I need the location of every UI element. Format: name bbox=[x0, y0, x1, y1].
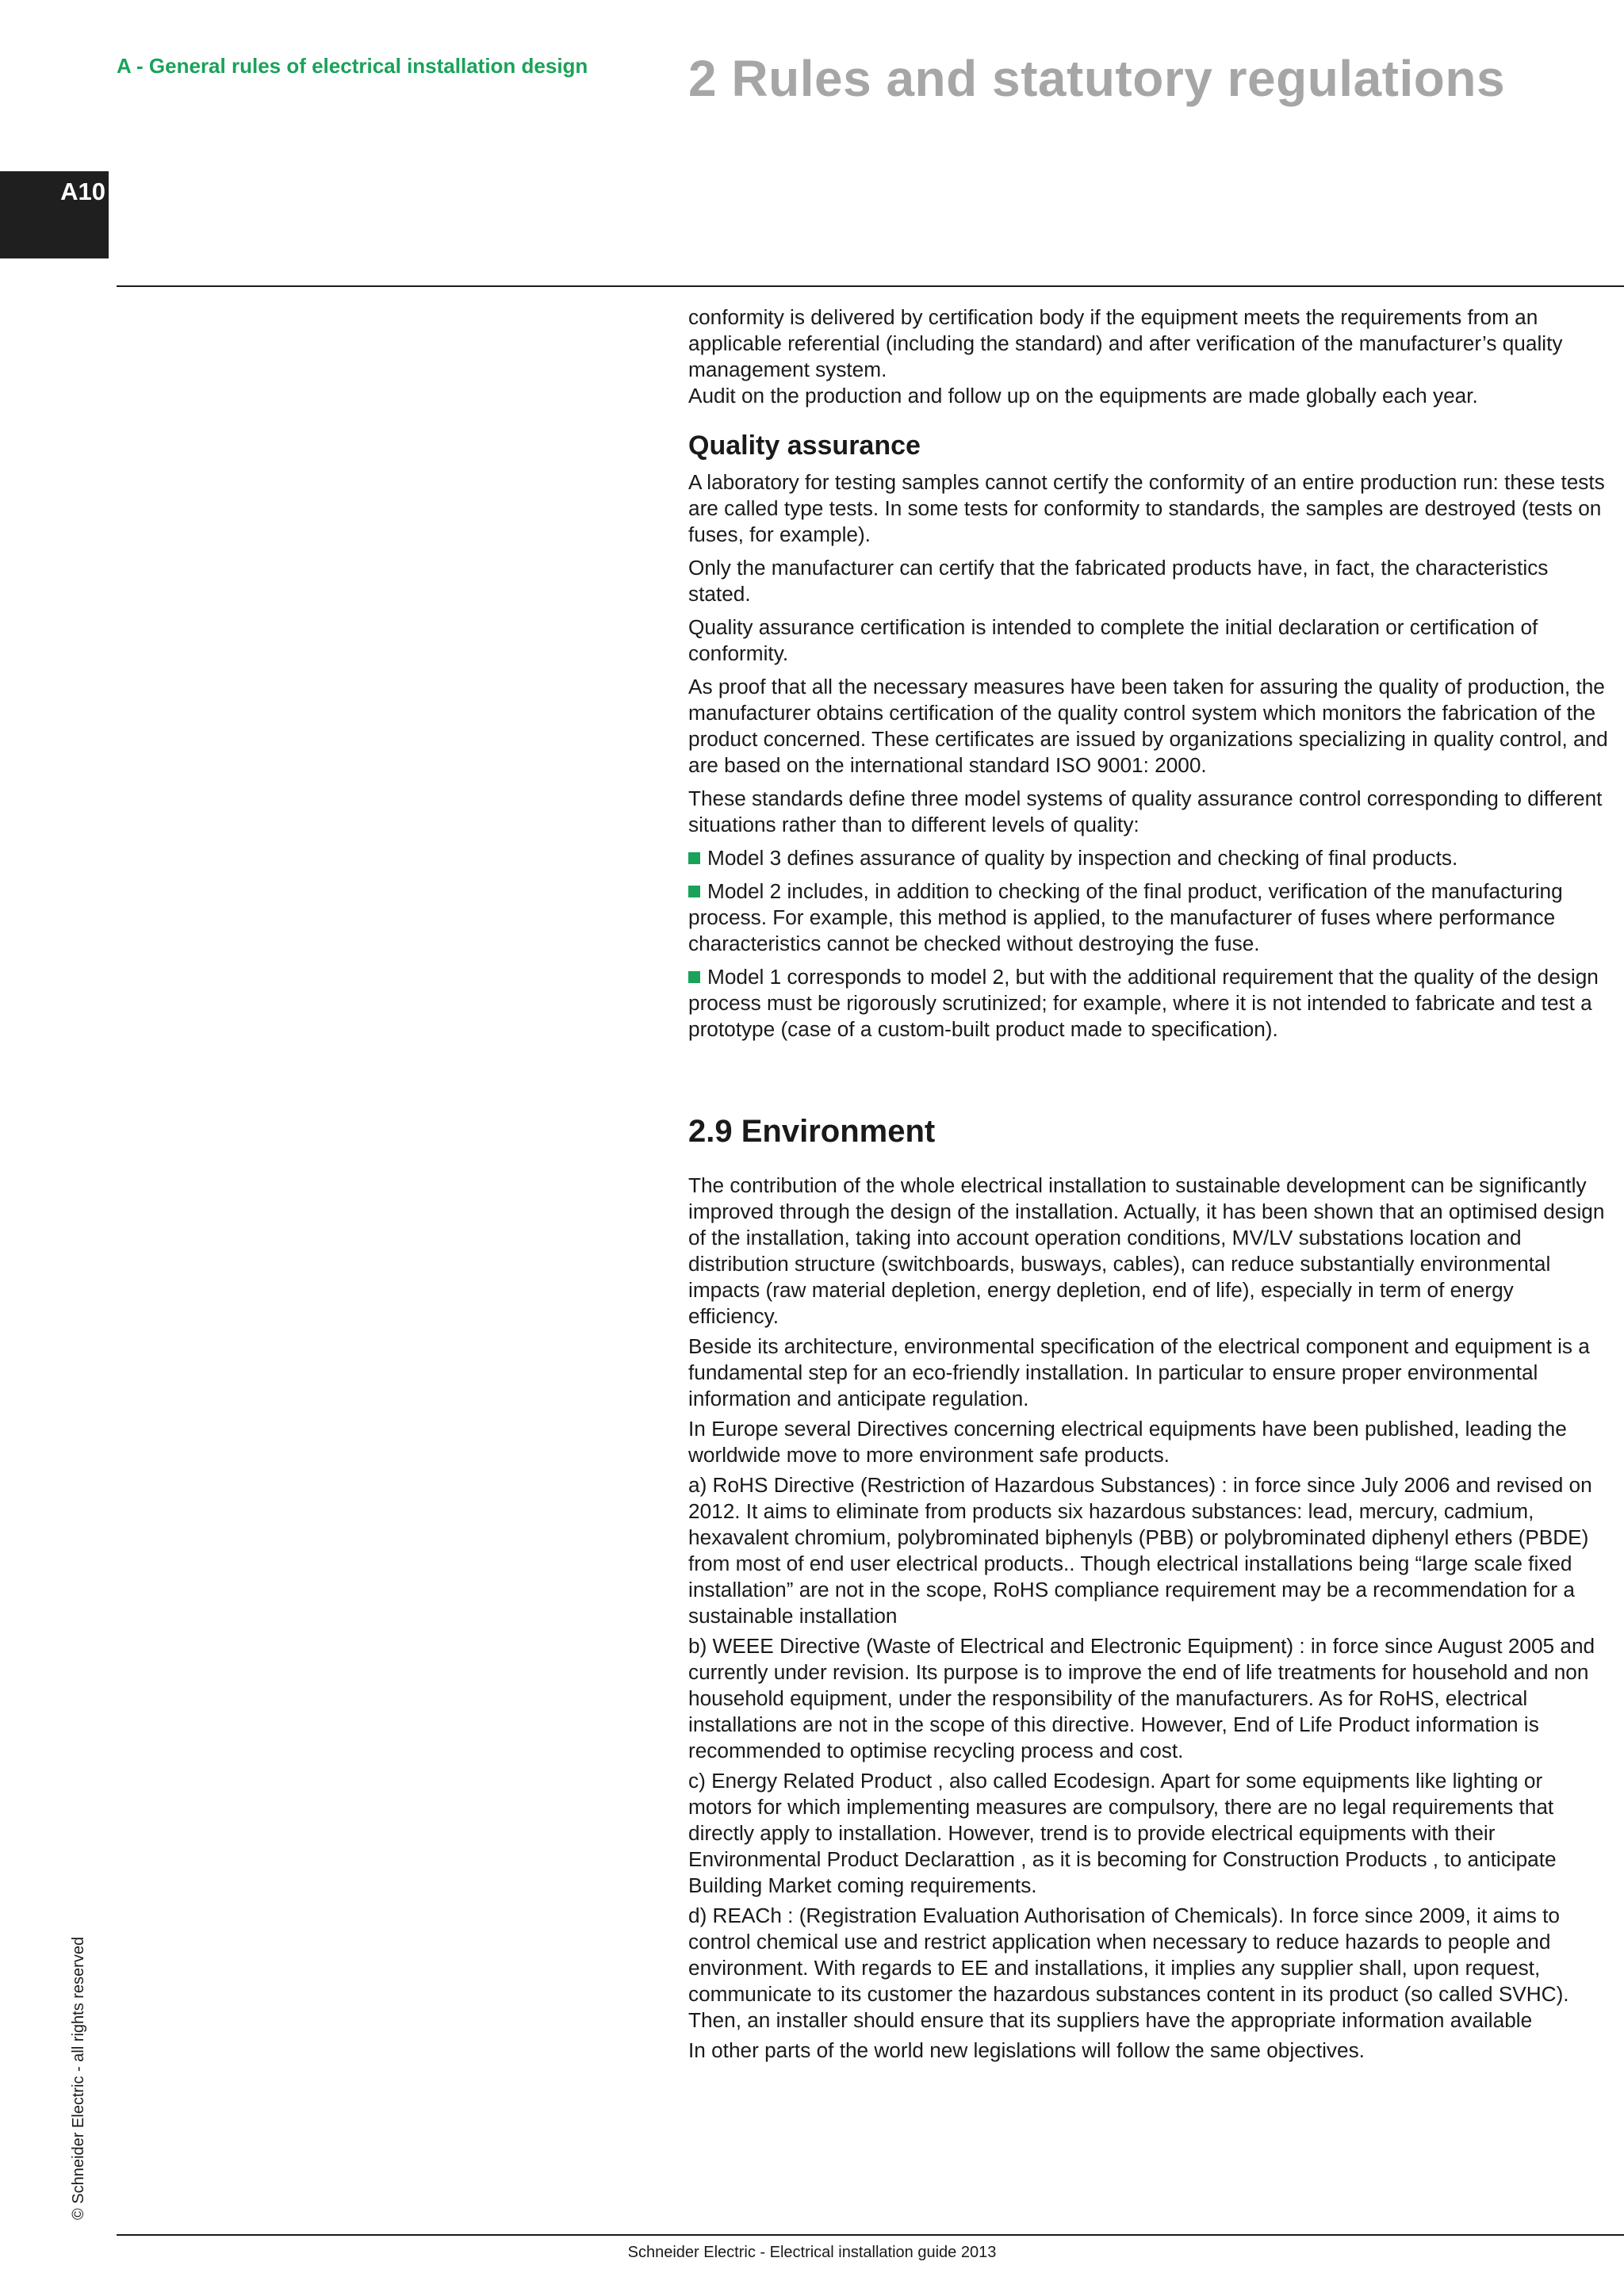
copyright-notice: © Schneider Electric - all rights reserved bbox=[70, 1936, 87, 2220]
page-number: A10 bbox=[60, 178, 105, 205]
environment-heading: 2.9 Environment bbox=[688, 1114, 936, 1149]
top-divider bbox=[117, 285, 1624, 287]
bullet-text: Model 2 includes, in addition to checking of the final product, verification of the manufacturing process. For example, this method is applied, to the manufacturer of fuses where performance characteristics cannot be checked without destroying the fuse. bbox=[688, 879, 1563, 955]
footer-guide-title bbox=[0, 2244, 1624, 2262]
environment-paragraph: The contribution of the whole electrical installation to sustainable development can be significantly improved through the design of the installation. Actually, it has been shown that an optimised design of the installation, taking into account operation conditions, MV/LV substations location and distribution structure (switchboards, busways, cables), can reduce substantially environmental impacts (raw material depletion, energy depletion, end of life), especially in term of energy efficiency. bbox=[688, 1173, 1605, 1328]
bottom-divider bbox=[117, 2234, 1624, 2236]
model-bullet bbox=[688, 878, 1608, 957]
green-square-bullet-icon bbox=[688, 852, 700, 864]
quality-paragraph: These standards define three model systems of quality assurance control corresponding to different situations rather than to different levels of quality: bbox=[688, 786, 1603, 836]
quality-paragraph: As proof that all the necessary measures have been taken for assuring the quality of production, the manufacturer obtains certification of the quality control system which monitors the fabrication of the product concerned. These certificates are issued by organizations specializing in quality control, and are based on the international standard ISO 9001: 2000. bbox=[688, 675, 1608, 777]
chapter-title: 2 Rules and statutory regulations bbox=[688, 50, 1506, 107]
environment-paragraph: c) Energy Related Product , also called Ecodesign. Apart for some equipments like lighting or motors for which implementing measures are compulsory, there are no legal requirements that directly apply to installation. However, trend is to provide electrical equipments with their Environmental Product Declarattion , as it is becoming for Construction Products , to anticipate Building Market coming requirements. bbox=[688, 1769, 1557, 1897]
environment-paragraph: a) RoHS Directive (Restriction of Hazardous Substances) : in force since July 2006 and revised on 2012. It aims to eliminate from products six hazardous substances: lead, mercury, cadmium, hexavalent chromium, polybrominated biphenyls (PBB) or polybrominated diphenyl ethers (PBDE) from most of end user electrical products.. Though electrical installations being “large scale fixed installation” are not in the scope, RoHS compliance requirement may be a recommendation for a sustainable installation bbox=[688, 1473, 1592, 1628]
quality-paragraph: A laboratory for testing samples cannot certify the conformity of an entire production run: these tests are called type tests. In some tests for conformity to standards, the samples are destroyed (tests on fuses, for example). bbox=[688, 470, 1605, 546]
environment-paragraph: Beside its architecture, environmental specification of the electrical component and equipment is a fundamental step for an eco-friendly installation. In particular to ensure proper environmental information and anticipate regulation. bbox=[688, 1334, 1590, 1410]
environment-paragraph: In Europe several Directives concerning electrical equipments have been published, leading the worldwide move to more environment safe products. bbox=[688, 1417, 1567, 1467]
model-bullet bbox=[688, 964, 1608, 1043]
main-content bbox=[688, 304, 1608, 2064]
page-number-tab bbox=[0, 171, 109, 258]
quality-paragraph: Quality assurance certification is intended to complete the initial declaration or certification of conformity. bbox=[688, 615, 1538, 665]
quality-assurance-heading: Quality assurance bbox=[688, 430, 921, 461]
quality-paragraph: Only the manufacturer can certify that the fabricated products have, in fact, the characteristics stated. bbox=[688, 556, 1549, 606]
environment-paragraph: d) REACh : (Registration Evaluation Authorisation of Chemicals). In force since 2009, it aims to control chemical use and restrict application when necessary to reduce hazards to people and environment. With regards to EE and installations, it implies any supplier shall, upon request, communicate to its customer the hazardous substances content in its product (so called SVHC). Then, an installer should ensure that its suppliers have the appropriate information available bbox=[688, 1904, 1569, 2032]
green-square-bullet-icon bbox=[688, 971, 700, 983]
intro-paragraph: conformity is delivered by certification body if the equipment meets the requirements from an applicable referential (including the standard) and after verification of the manufacturer’s quality management system. bbox=[688, 305, 1563, 381]
environment-paragraph: In other parts of the world new legislations will follow the same objectives. bbox=[688, 2038, 1365, 2062]
section-label: A - General rules of electrical installation design bbox=[117, 54, 588, 78]
green-square-bullet-icon bbox=[688, 886, 700, 897]
bullet-text: Model 3 defines assurance of quality by inspection and checking of final products. bbox=[707, 846, 1458, 870]
footer-text: Schneider Electric - Electrical installation guide 2013 bbox=[627, 2244, 997, 2261]
model-bullet bbox=[688, 845, 1608, 871]
environment-paragraph: b) WEEE Directive (Waste of Electrical and Electronic Equipment) : in force since August 2005 and currently under revision. Its purpose is to improve the end of life treatments for household and non household equipment, under the responsibility of the manufacturers. As for RoHS, electrical installations are not in the scope of this directive. However, End of Life Product information is recommended to optimise recycling process and cost. bbox=[688, 1634, 1595, 1762]
intro-paragraph: Audit on the production and follow up on the equipments are made globally each year. bbox=[688, 384, 1478, 408]
bullet-text: Model 1 corresponds to model 2, but with the additional requirement that the quality of the design process must be rigorously scrutinized; for example, where it is not intended to fabricate and test a prototype (case of a custom-built product made to specification). bbox=[688, 965, 1599, 1041]
